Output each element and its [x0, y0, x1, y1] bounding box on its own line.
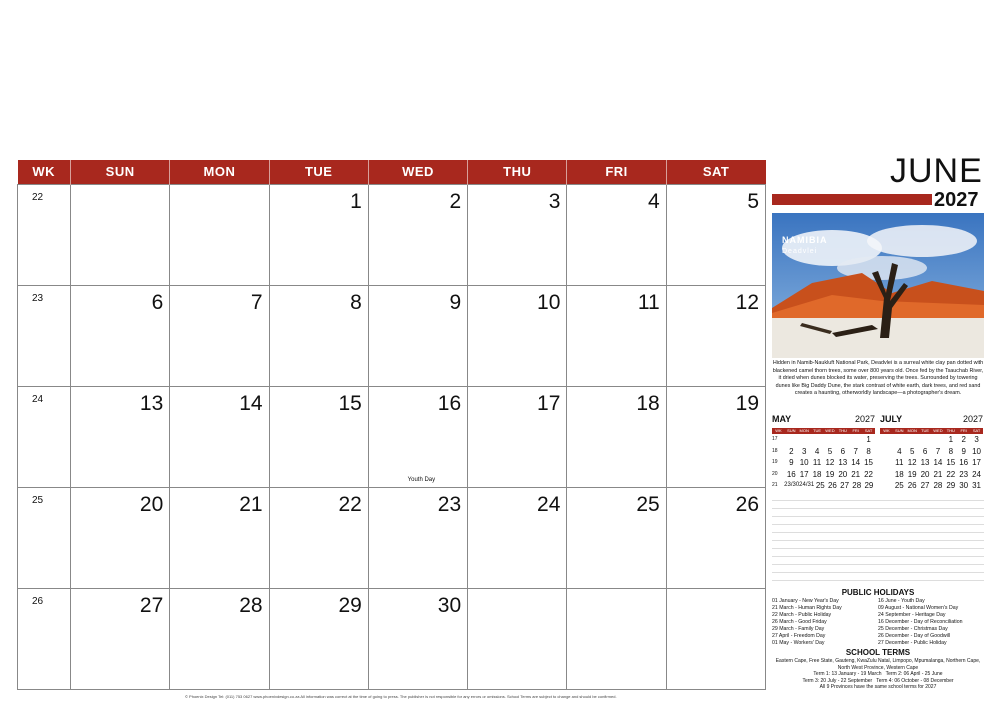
public-holidays-title: PUBLIC HOLIDAYS: [841, 588, 915, 597]
day-number: 26: [735, 492, 759, 516]
week-number: 25: [18, 487, 71, 588]
mini-day-number: 29: [864, 481, 874, 490]
photo-description: Hidden in Namib-Naukluft National Park, Deadvlei is a surreal white clay pan dotted with blackened camel thorn trees, some over 800 years old. Once fed by the Tsauchab River, it dried when dunes blocked its water, preserving the trees. Surrounded by towering dunes like Big Daddy Dune, the stark contrast of white earth, dark trees, and red sand creates a haunting, otherworldly landscape—a photographer's dream.: [772, 360, 984, 396]
day-cell: [567, 184, 666, 285]
mini-day-number: [798, 434, 811, 446]
mini-week-number: 18: [772, 447, 778, 454]
mini-day-number: 24/31: [799, 482, 815, 488]
day-number: 6: [151, 290, 164, 314]
title-accent-bar: [772, 194, 932, 205]
public-holidays-list: [772, 598, 984, 647]
mini-day-number: 14: [933, 458, 943, 467]
mini-day-number: 20: [920, 469, 930, 479]
day-number: 10: [537, 290, 561, 314]
day-number: 27: [139, 593, 164, 617]
mini-day-number: 17: [799, 469, 809, 479]
mini-weekday-label: SAT: [972, 428, 981, 433]
mini-day-number: 9: [961, 446, 966, 456]
public-holiday-item: 27 April - Freedom Day: [772, 633, 826, 639]
public-holiday-item: 27 December - Public Holiday: [878, 640, 947, 646]
day-number: 22: [338, 492, 362, 516]
mini-day-number: 14: [851, 458, 861, 467]
mini-calendar-row: [880, 446, 983, 458]
day-cell: [71, 285, 170, 386]
week-row: [18, 386, 766, 487]
mini-day-number: 7: [935, 446, 941, 456]
week-number: 24: [18, 386, 71, 487]
mini-day-number: 28: [933, 481, 943, 490]
day-number: 20: [139, 492, 164, 516]
day-cell: [71, 184, 170, 285]
school-terms-title: SCHOOL TERMS: [845, 648, 911, 657]
mini-day-number: [906, 434, 919, 446]
public-holiday-item: 16 June - Youth Day: [878, 598, 925, 604]
public-holiday-item: 01 May - Workers' Day: [772, 640, 825, 646]
day-cell: [368, 487, 467, 588]
day-cell: [567, 285, 666, 386]
mini-day-number: 12: [825, 458, 835, 467]
mini-day-number: 3: [974, 435, 979, 444]
mini-day-number: 16: [959, 458, 969, 467]
mini-day-number: 4: [897, 446, 902, 456]
mini-day-number: 6: [840, 446, 846, 456]
day-cell: [468, 487, 567, 588]
mini-day-number: 11: [895, 458, 904, 467]
weekday-header: FRI: [567, 160, 666, 184]
mini-calendar-header: [772, 414, 875, 426]
day-cell: [666, 184, 765, 285]
mini-week-number: 21: [772, 482, 778, 488]
mini-day-number: 10: [799, 458, 809, 467]
mini-day-number: 22: [864, 469, 874, 479]
mini-day-number: 11: [812, 458, 822, 467]
mini-day-number: 13: [838, 458, 848, 467]
public-holiday-item: 26 December - Day of Goodwill: [878, 633, 951, 639]
mini-day-number: [849, 434, 862, 446]
weekday-header: TUE: [269, 160, 368, 184]
day-number: 21: [239, 492, 263, 516]
mini-day-number: 10: [972, 446, 982, 456]
public-holiday-item: 22 March - Public Holiday: [772, 612, 832, 618]
school-terms-body: [772, 658, 984, 691]
mini-day-number: 25: [894, 481, 904, 490]
deadvlei-photo: [772, 213, 984, 358]
mini-calendar-year: 2027: [854, 414, 875, 424]
day-cell: [269, 285, 368, 386]
day-number: 4: [648, 189, 660, 213]
mini-day-number: [932, 434, 945, 446]
week-number: 26: [18, 588, 71, 689]
mini-day-number: [893, 434, 906, 446]
day-cell: [666, 386, 765, 487]
mini-day-number: 29: [946, 481, 956, 490]
mini-day-number: 21: [851, 469, 861, 479]
week-row: [18, 588, 766, 689]
mini-weekday-label: THU: [946, 428, 955, 433]
mini-day-number: 18: [894, 469, 904, 479]
notes-lines: [772, 493, 984, 587]
mini-day-number: 9: [789, 458, 794, 467]
day-cell: [71, 386, 170, 487]
day-number: 11: [637, 290, 660, 314]
day-cell: [170, 487, 269, 588]
mini-calendar-row: [772, 457, 875, 469]
public-holiday-item: 25 December - Christmas Day: [878, 626, 948, 632]
mini-calendar-row: [880, 469, 983, 481]
mini-day-number: 1: [866, 435, 871, 444]
day-number: 18: [636, 391, 660, 415]
day-number: 29: [338, 593, 362, 617]
mini-day-number: 18: [812, 469, 822, 479]
mini-day-number: 3: [801, 446, 807, 456]
day-number: 15: [338, 391, 362, 415]
mini-day-number: 27: [920, 481, 930, 490]
month-calendar-grid: [17, 160, 766, 690]
public-holiday-item: 21 March - Human Rights Day: [772, 605, 842, 611]
mini-day-number: 17: [972, 458, 982, 467]
mini-calendar-row: [880, 480, 983, 492]
day-number: 16: [437, 391, 462, 415]
day-number: 3: [548, 189, 561, 213]
day-number: 2: [449, 189, 462, 213]
mini-weekday-label: WK: [775, 428, 782, 433]
mini-day-number: 30: [959, 481, 969, 490]
mini-day-number: [919, 434, 932, 446]
day-number: 9: [449, 290, 462, 314]
mini-day-number: 23/30: [784, 482, 800, 488]
month-title: JUNE: [890, 152, 983, 190]
day-cell: [71, 487, 170, 588]
weekday-header-row: [18, 160, 766, 184]
mini-weekday-label: FRI: [960, 428, 967, 433]
public-holiday-item: 29 March - Family Day: [772, 626, 825, 632]
year-title: 2027: [934, 189, 979, 211]
school-term-3: Term 3: 20 July - 22 September: [802, 677, 873, 684]
mini-day-number: 25: [815, 481, 825, 490]
mini-day-number: 7: [853, 446, 858, 456]
mini-calendar-row: [880, 457, 983, 469]
week-number: 22: [18, 184, 71, 285]
day-cell: [468, 588, 567, 689]
mini-day-number: [824, 434, 837, 446]
mini-day-number: [785, 434, 798, 446]
week-row: [18, 487, 766, 588]
mini-day-number: [811, 434, 824, 446]
week-row: [18, 285, 766, 386]
mini-day-number: 15: [864, 458, 874, 467]
week-number: 23: [18, 285, 71, 386]
mini-week-number: [880, 480, 893, 492]
day-cell: [269, 386, 368, 487]
day-number: 14: [239, 391, 263, 415]
day-cell: [269, 487, 368, 588]
public-holiday-item: 16 December - Day of Reconciliation: [878, 619, 963, 625]
footer-credits: © Phoenix Design Tel: (011) 753 0627 www.phoenixdesign.co.za All information was correct at the time of going to press. The publisher is not responsible for any errors or omissions. School Terms are subject to change and should be confirmed.: [185, 694, 617, 699]
mini-weekday-label: MON: [799, 428, 809, 433]
mini-day-number: 19: [907, 469, 917, 479]
public-holiday-item: 09 August - National Women's Day: [878, 605, 959, 611]
mini-day-number: 13: [920, 458, 930, 467]
mini-week-number: 20: [772, 470, 778, 477]
day-cell: [666, 285, 765, 386]
mini-calendar-row: [772, 434, 875, 446]
weekday-header: SUN: [71, 160, 170, 184]
mini-weekday-label: FRI: [852, 428, 859, 433]
mini-day-number: 31: [972, 481, 982, 490]
photo-caption-country: NAMIBIA: [782, 235, 828, 245]
mini-day-number: 8: [866, 446, 871, 456]
day-cell: [269, 588, 368, 689]
mini-day-number: 4: [814, 446, 820, 456]
weekday-header: SAT: [666, 160, 765, 184]
day-cell: [170, 184, 269, 285]
day-cell: [468, 386, 567, 487]
mini-calendar-year: 2027: [962, 414, 983, 424]
day-cell: [269, 184, 368, 285]
mini-day-number: 2: [789, 446, 794, 456]
mini-day-number: 2: [961, 435, 966, 444]
day-cell: [368, 588, 467, 689]
mini-calendar-header: [880, 414, 983, 426]
public-holiday-item: 01 January - New Year's Day: [772, 598, 839, 604]
mini-weekday-label: TUE: [921, 428, 930, 433]
day-number: 7: [250, 290, 263, 314]
mini-calendar-month: MAY: [772, 414, 792, 424]
mini-day-number: 15: [946, 458, 956, 467]
day-cell: [666, 487, 765, 588]
mini-calendar-row: [880, 434, 983, 446]
day-cell: [368, 184, 467, 285]
mini-weekday-label: SUN: [895, 428, 904, 433]
mini-day-number: 16: [786, 469, 796, 479]
mini-weekday-label: WED: [933, 428, 943, 433]
day-cell: [468, 184, 567, 285]
mini-calendar-july: [880, 414, 983, 492]
day-cell: [567, 386, 666, 487]
mini-day-number: 1: [948, 435, 954, 444]
mini-weekday-label: TUE: [813, 428, 822, 433]
school-terms-note: All 9 Provinces have the same school terms for 2027: [819, 684, 937, 690]
mini-day-number: 5: [827, 446, 833, 456]
mini-day-number: 26: [907, 481, 917, 490]
mini-day-number: 26: [827, 481, 837, 490]
day-cell: [170, 588, 269, 689]
public-holiday-item: 24 September - Heritage Day: [878, 612, 946, 618]
mini-day-number: 12: [907, 458, 917, 467]
mini-calendar-row: [772, 469, 875, 481]
mini-weekday-label: SUN: [787, 428, 796, 433]
week-row: [18, 184, 766, 285]
mini-calendar-row: [772, 446, 875, 458]
day-number: 19: [735, 391, 759, 415]
weekday-header: WK: [18, 160, 71, 184]
mini-day-number: 24: [972, 469, 982, 479]
day-number: 28: [239, 593, 263, 617]
mini-calendar-month: JULY: [880, 414, 903, 424]
mini-calendar-row: [772, 480, 875, 492]
mini-day-number: 19: [825, 469, 835, 479]
mini-day-number: 5: [909, 446, 915, 456]
day-number: 1: [350, 189, 362, 213]
school-term-2: Term 2: 06 April - 25 June: [885, 671, 943, 677]
mini-day-number: 20: [838, 469, 848, 479]
mini-weekday-label: WK: [883, 428, 890, 433]
day-cell: [567, 487, 666, 588]
photo-caption-place: Deadvlei: [782, 248, 818, 255]
mini-weekday-label: WED: [825, 428, 835, 433]
day-cell: [666, 588, 765, 689]
day-cell: [468, 285, 567, 386]
day-number: 23: [437, 492, 462, 516]
mini-day-number: 27: [840, 481, 850, 490]
public-holiday-item: 26 March - Good Friday: [772, 619, 827, 625]
day-number: 25: [636, 492, 660, 516]
mini-week-number: [880, 434, 893, 446]
mini-weekday-label: SAT: [864, 428, 873, 433]
day-cell: [71, 588, 170, 689]
photo-caption: [782, 235, 828, 257]
mini-calendar-may: [772, 414, 875, 492]
school-term-4: Term 4: 06 October - 08 December: [876, 677, 954, 684]
day-cell: [368, 285, 467, 386]
mini-week-number: [880, 469, 893, 481]
day-cell: [170, 285, 269, 386]
mini-day-number: [836, 434, 849, 446]
mini-weekday-label: MON: [907, 428, 917, 433]
mini-day-number: 8: [948, 446, 954, 456]
day-number: 30: [437, 593, 462, 617]
day-cell: [567, 588, 666, 689]
day-number: 17: [537, 391, 561, 415]
weekday-header: THU: [468, 160, 567, 184]
weekday-header: MON: [170, 160, 269, 184]
mini-weekday-label: THU: [838, 428, 847, 433]
weekday-header: WED: [368, 160, 467, 184]
mini-week-number: 19: [772, 459, 778, 465]
day-number: 13: [139, 391, 164, 415]
mini-day-number: 21: [933, 469, 943, 479]
school-terms-provinces: Eastern Cape, Free State, Gauteng, KwaZulu Natal, Limpopo, Mpumalanga, Northern Cape, North West Province, Western Cape: [775, 658, 981, 671]
mini-day-number: 28: [852, 481, 862, 490]
day-cell: [368, 386, 467, 487]
mini-week-number: [880, 457, 893, 469]
day-cell: [170, 386, 269, 487]
day-number: 24: [537, 492, 561, 516]
mini-day-number: 23: [959, 469, 969, 479]
day-number: 8: [350, 290, 362, 314]
school-term-1: Term 1: 13 January - 19 March: [813, 671, 882, 677]
mini-week-number: [880, 446, 893, 458]
mini-week-number: 17: [772, 436, 778, 442]
mini-day-number: 6: [922, 446, 928, 456]
mini-day-number: 22: [946, 469, 956, 479]
day-number: 5: [747, 189, 759, 213]
holiday-label: Youth Day: [407, 476, 436, 483]
day-number: 12: [735, 290, 759, 314]
